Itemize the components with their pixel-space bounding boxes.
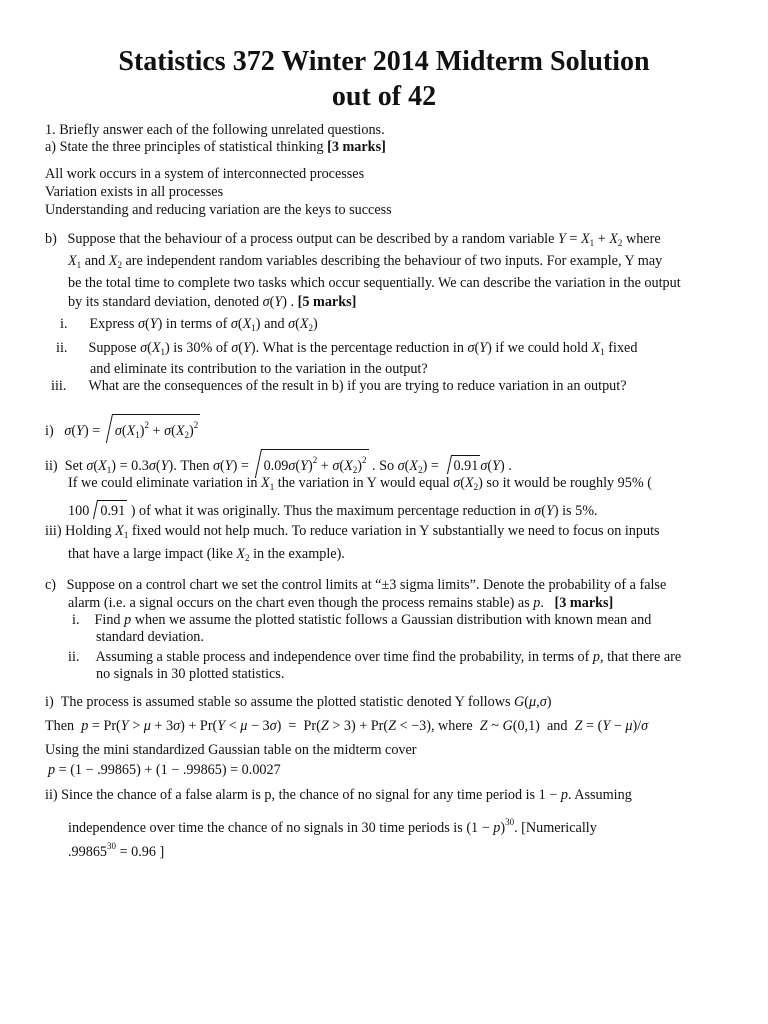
question-b-i: i. Express σ(Y) in terms of $\sigma(X_1)$ and $\sigma(X_2)$	[60, 316, 318, 333]
answer-c-i-line2: Then p = Pr(Y > μ + 3σ) + Pr(Y < μ − 3σ) = Pr(Z > 3) + Pr(Z < −3), where Z ~ G(0,1) and Z = (Y − μ)/σ	[45, 718, 649, 734]
question-c-ii-cont: no signals in 30 plotted statistics.	[96, 666, 285, 682]
question-b-line4: by its standard deviation, denoted σ(Y) . [5 marks]	[68, 294, 357, 310]
answer-b-iii-line1: iii) Holding $X_1$ fixed would not help much. To reduce variation in Y substantially we need to focus on inputs	[45, 523, 660, 540]
answer-a-line1: All work occurs in a system of interconnected processes	[45, 166, 365, 182]
answer-a-line3: Understanding and reducing variation are the keys to success	[45, 202, 392, 218]
question-c-line2: alarm (i.e. a signal occurs on the chart even though the process remains stable) as p. [3 marks]	[68, 595, 614, 611]
answer-b-ii-line1: ii) Set $\sigma(X_1) = 0.3\sigma(Y)$. Then $\sigma(Y) = 0.09\sigma(Y)^2 + \sigma(X_2)^2$ . So $\sigma(X_2) = 0.91$ σ(Y) .	[45, 449, 512, 479]
question-b-line1: b) Suppose that the behaviour of a process output can be described by a random variable $Y = X_1 + X_2$ where	[45, 231, 661, 248]
answer-c-i-line1: i) The process is assumed stable so assume the plotted statistic denoted Y follows G(μ,σ)	[45, 694, 552, 710]
question-b-line2: $X_1$ and $X_2$ are independent random variables describing the behaviour of two inputs. For example, Y may	[68, 253, 663, 270]
answer-c-i-line4: p = (1 − .99865) + (1 − .99865) = 0.0027	[48, 762, 281, 778]
answer-b-ii-line3: 100 0.91 ) of what it was originally. Thus the maximum percentage reduction in σ(Y) is 5%.	[68, 500, 598, 520]
question-a: a) State the three principles of statistical thinking [3 marks]	[45, 139, 386, 155]
question-c-i-cont: standard deviation.	[96, 629, 204, 645]
question-c-ii: ii. Assuming a stable process and independence over time find the probability, in terms of p, that there are	[68, 649, 682, 665]
answer-c-i-line3: Using the mini standardized Gaussian table on the midterm cover	[45, 742, 417, 758]
question-c-i: i. Find p when we assume the plotted statistic follows a Gaussian distribution with known mean and	[72, 612, 652, 628]
question-b-ii: ii. Suppose $\sigma(X_1)$ is 30% of σ(Y). What is the percentage reduction in σ(Y) if we could hold $X_1$ fixed	[56, 340, 638, 357]
question-intro: 1. Briefly answer each of the following unrelated questions.	[45, 122, 385, 138]
answer-c-ii-line3: $.99865^{30} = 0.96$ ]	[68, 841, 165, 860]
answer-c-ii-line1: ii) Since the chance of a false alarm is p, the chance of no signal for any time period is 1 − p. Assuming	[45, 787, 632, 803]
answer-a-line2: Variation exists in all processes	[45, 184, 224, 200]
answer-b-iii-line2: that have a large impact (like $X_2$ in the example).	[68, 546, 345, 563]
answer-c-ii-line2: independence over time the chance of no signals in 30 time periods is $(1 - p)^{30}$. [Numerically	[68, 817, 597, 836]
question-c-line1: c) Suppose on a control chart we set the control limits at “±3 sigma limits”. Denote the probability of a false	[45, 577, 667, 593]
question-b-ii-cont: and eliminate its contribution to the variation in the output?	[90, 361, 428, 377]
question-b-line3: be the total time to complete two tasks which occur sequentially. We can describe the variation in the output	[68, 275, 681, 291]
question-b-iii: iii. What are the consequences of the result in b) if you are trying to reduce variation in an output?	[51, 378, 627, 394]
answer-b-i: i) $\sigma(Y) = \sigma(X_1)^2 + \sigma(X_2)^2$	[45, 414, 200, 444]
document-title-line2: out of 42	[331, 81, 437, 112]
answer-b-ii-line2: If we could eliminate variation in $X_1$ the variation in Y would equal $\sigma(X_2)$ so it would be roughly 95% (	[68, 475, 652, 492]
document-title-line1: Statistics 372 Winter 2014 Midterm Solution	[118, 46, 650, 77]
